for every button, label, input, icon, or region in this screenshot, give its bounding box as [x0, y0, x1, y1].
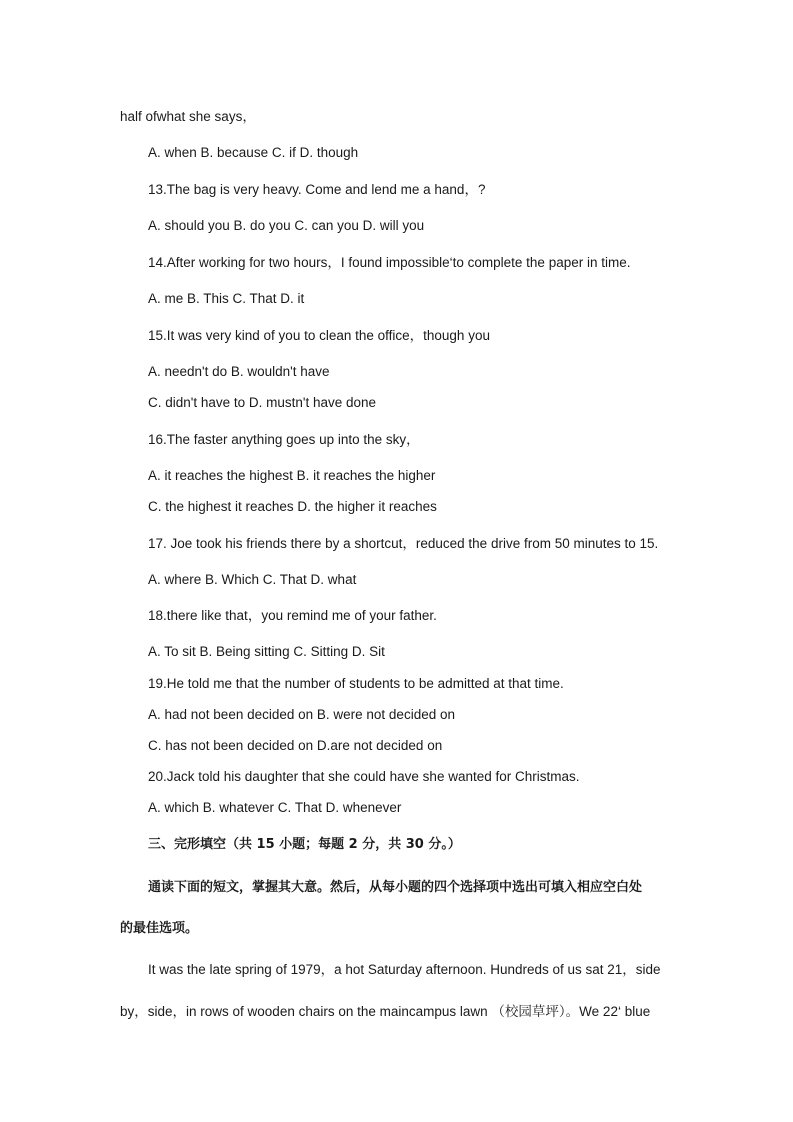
- options-q19-cd: C. has not been decided on D.are not decided on: [148, 738, 443, 753]
- options-q13: A. should you B. do you C. can you D. will you: [148, 218, 425, 233]
- question-15: 15.It was very kind of you to clean the office，though you: [148, 328, 490, 343]
- options-q20: A. which B. whatever C. That D. whenever: [148, 800, 402, 815]
- options-q14: A. me B. This C. That D. it: [148, 291, 305, 306]
- options-q16-ab: A. it reaches the highest B. it reaches the higher: [148, 468, 436, 483]
- options-q19-ab: A. had not been decided on B. were not decided on: [148, 707, 455, 722]
- question-13: 13.The bag is very heavy. Come and lend me a hand，?: [148, 182, 486, 197]
- text-line-continuation: half ofwhat she says，: [120, 109, 256, 124]
- options-q15-cd: C. didn't have to D. mustn't have done: [148, 395, 377, 410]
- question-19: 19.He told me that the number of students to be admitted at that time.: [148, 676, 564, 691]
- section-heading-cloze: 三、完形填空（共 15 小题；每题 2 分，共 30 分。）: [148, 837, 461, 852]
- options-q15-ab: A. needn't do B. wouldn't have: [148, 364, 330, 379]
- passage-line-1: It was the late spring of 1979，a hot Saturday afternoon. Hundreds of us sat 21，side: [148, 962, 661, 977]
- question-18: 18.there like that，you remind me of your father.: [148, 608, 437, 623]
- cloze-instructions-line-2: 的最佳选项。: [120, 921, 199, 936]
- question-14: 14.After working for two hours，I found impossible‘to complete the paper in time.: [148, 255, 631, 270]
- cloze-instructions-line-1: 通读下面的短文，掌握其大意。然后，从每小题的四个选择项中选出可填入相应空白处: [148, 880, 643, 895]
- options-q17: A. where B. Which C. That D. what: [148, 572, 357, 587]
- options-q16-cd: C. the highest it reaches D. the higher it reaches: [148, 499, 437, 514]
- question-17: 17. Joe took his friends there by a shortcut，reduced the drive from 50 minutes to 15.: [148, 536, 659, 551]
- question-20: 20.Jack told his daughter that she could have she wanted for Christmas.: [148, 769, 580, 784]
- options-q12: A. when B. because C. if D. though: [148, 145, 359, 160]
- options-q18: A. To sit B. Being sitting C. Sitting D. Sit: [148, 644, 385, 659]
- passage-line-2: by，side，in rows of wooden chairs on the maincampus lawn （校园草坪）。We 22‘ blue: [120, 1004, 651, 1019]
- question-16: 16.The faster anything goes up into the sky，: [148, 432, 420, 447]
